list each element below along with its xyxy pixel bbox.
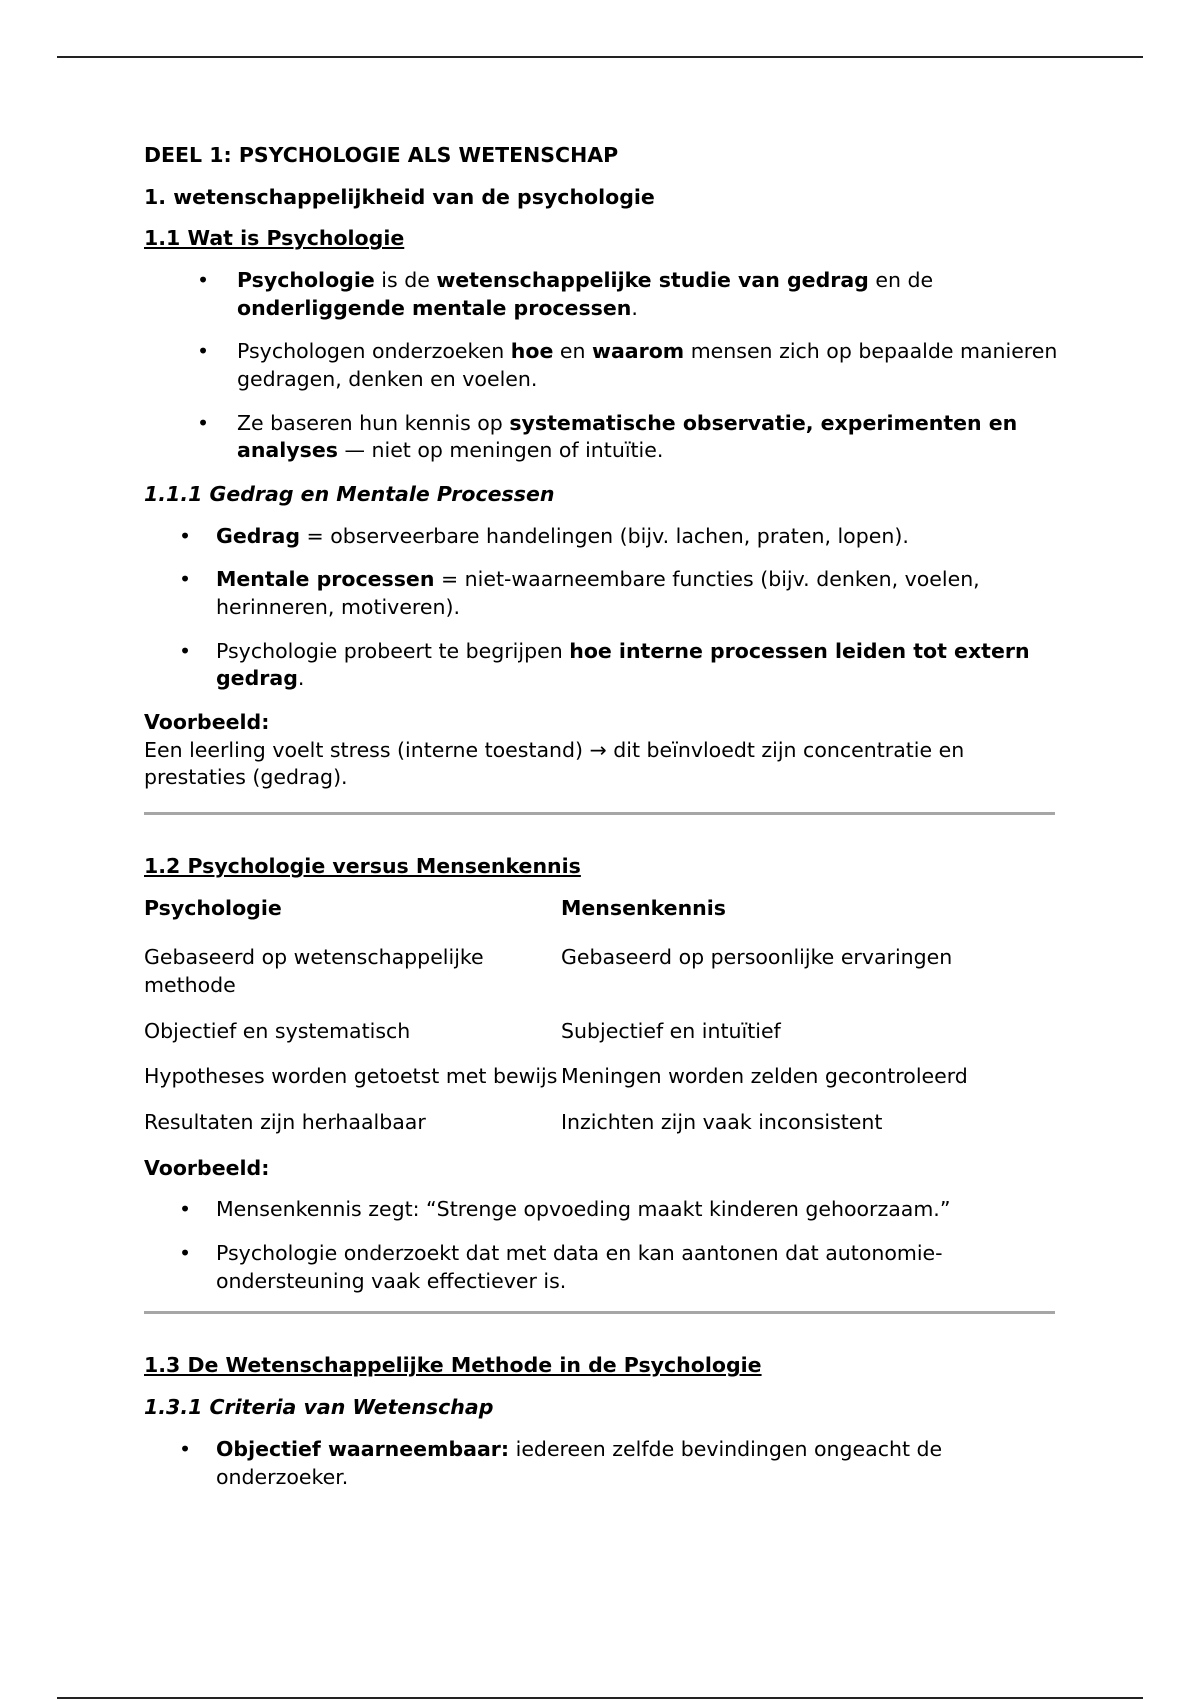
bullet-list-1-1 — [144, 267, 1059, 465]
list-item: • Mensenkennis zegt: “Strenge opvoeding maakt kinderen gehoorzaam.” — [144, 1196, 1059, 1224]
chapter-title: 1. wetenschappelijkheid van de psychologie — [144, 184, 655, 209]
list-item: • Objectief waarneembaar: iedereen zelfde bevindingen ongeacht de onderzoeker. — [144, 1436, 1059, 1491]
bullet-list-1-2 — [144, 1196, 1059, 1295]
bullet-list-1-1-1 — [144, 523, 1059, 693]
table-row — [144, 944, 1055, 1017]
section-title-1-1: 1.1 Wat is Psychologie — [144, 226, 405, 251]
example-label: Voorbeeld: — [144, 1155, 270, 1180]
table-row — [144, 1063, 1055, 1109]
part-title: DEEL 1: PSYCHOLOGIE ALS WETENSCHAP — [144, 143, 619, 167]
list-item: • Psychologie probeert te begrijpen hoe interne processen leiden tot extern gedrag. — [144, 638, 1059, 693]
list-item: • Psychologie onderzoekt dat met data en kan aantonen dat autonomie-ondersteuning vaak effectiever is. — [144, 1240, 1059, 1295]
section-title-1-2: 1.2 Psychologie versus Mensenkennis — [144, 854, 581, 879]
table-cell: Gebaseerd op wetenschappelijke methode — [144, 945, 484, 998]
header-rule — [57, 56, 1143, 58]
footer-rule — [57, 1697, 1143, 1699]
section-title-1-3: 1.3 De Wetenschappelijke Methode in de Psychologie — [144, 1353, 762, 1378]
table-row — [144, 1018, 1055, 1064]
table-cell: Gebaseerd op persoonlijke ervaringen — [561, 945, 953, 970]
example-label: Voorbeeld: — [144, 710, 270, 735]
table-cell: Hypotheses worden getoetst met bewijs — [144, 1064, 558, 1089]
column-header-psychologie: Psychologie — [144, 895, 282, 920]
bullet-list-1-3-1 — [144, 1436, 1059, 1491]
table-cell: Resultaten zijn herhaalbaar — [144, 1110, 426, 1135]
table-cell: Meningen worden zelden gecontroleerd — [561, 1064, 968, 1089]
table-cell: Subjectief en intuïtief — [561, 1018, 781, 1043]
table-cell: Objectief en systematisch — [144, 1018, 411, 1043]
list-item: • Psychologie is de wetenschappelijke studie van gedrag en de onderliggende mentale processen. — [144, 267, 1059, 322]
table-row — [144, 1109, 1055, 1155]
subsection-title-1-3-1: 1.3.1 Criteria van Wetenschap — [144, 1395, 494, 1420]
table-cell: Inzichten zijn vaak inconsistent — [561, 1110, 883, 1135]
example-text: Een leerling voelt stress (interne toestand) → dit beïnvloedt zijn concentratie en prestaties (gedrag). — [144, 737, 965, 790]
list-item: • Ze baseren hun kennis op systematische observatie, experimenten en analyses — niet op meningen of intuïtie. — [144, 410, 1059, 465]
list-item: • Psychologen onderzoeken hoe en waarom mensen zich op bepaalde manieren gedragen, denken en voelen. — [144, 338, 1059, 393]
table-header-row — [144, 895, 1055, 945]
list-item: • Gedrag = observeerbare handelingen (bijv. lachen, praten, lopen). — [144, 523, 1059, 551]
subsection-title-1-1-1: 1.1.1 Gedrag en Mentale Processen — [144, 482, 555, 507]
list-item: • Mentale processen = niet-waarneembare functies (bijv. denken, voelen, herinneren, motiveren). — [144, 566, 1059, 621]
column-header-mensenkennis: Mensenkennis — [561, 895, 727, 920]
document-body — [144, 142, 1059, 1507]
comparison-table — [144, 895, 1055, 1155]
